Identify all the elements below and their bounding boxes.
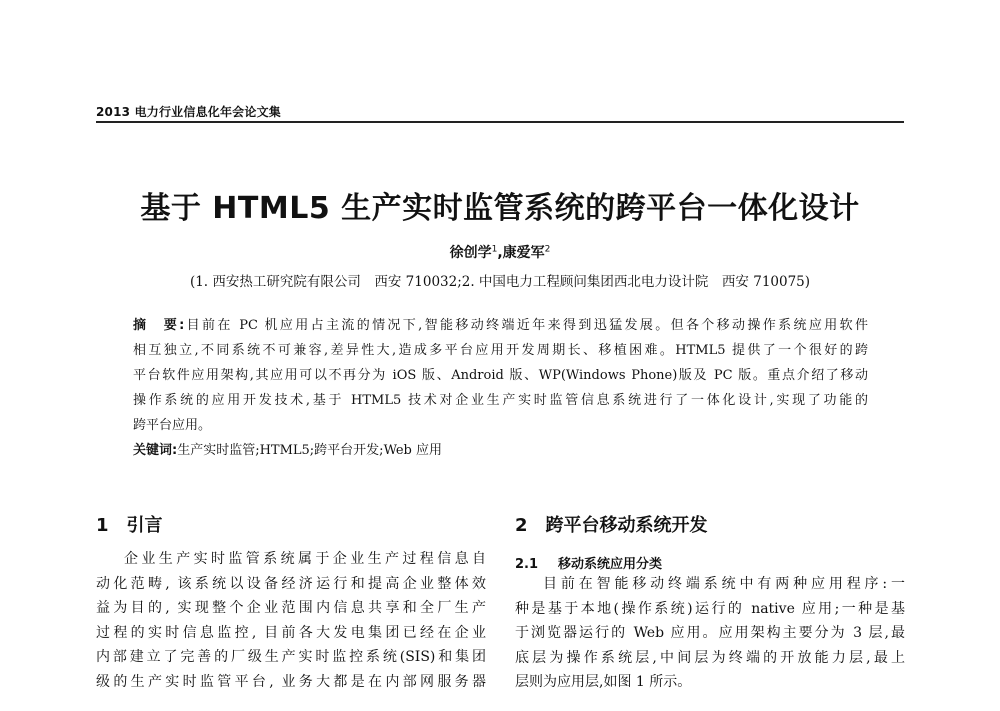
section-heading	[515, 511, 708, 537]
subsection-number: 2.1	[515, 557, 539, 572]
paragraph-line: 目前在智能移动终端系统中有两种应用程序:一	[543, 576, 905, 592]
author-line	[0, 242, 1000, 262]
subsection-title: 移动系统应用分类	[558, 557, 663, 572]
abstract-line: 平台软件应用架构,其应用可以不再分为 iOS 版、Android 版、WP(Windows Phone)版及 PC 版。重点介绍了移动	[133, 368, 868, 383]
paragraph-line: 过程的实时信息监控, 目前各大发电集团已经在企业	[96, 624, 486, 641]
left-column-text	[96, 547, 486, 694]
author-name: 徐创学	[449, 245, 492, 261]
abstract-label: 摘 要:	[133, 318, 185, 333]
keywords	[133, 439, 868, 458]
subsection-heading	[515, 553, 662, 572]
paragraph-line: 级的生产实时监管平台, 业务大都是在内部网服务器	[96, 673, 486, 690]
section-number: 1	[96, 515, 109, 536]
keywords-label: 关键词:	[133, 443, 178, 458]
section-number: 2	[515, 515, 528, 536]
author-separator: ,	[497, 245, 503, 261]
paragraph-line: 层则为应用层,如图 1 所示。	[515, 674, 692, 690]
proceedings-header: 2013 电力行业信息化年会论文集	[96, 105, 281, 119]
paragraph-line: 种是基于本地(操作系统)运行的 native 应用;一种是基	[515, 600, 905, 617]
section-heading	[96, 511, 163, 537]
abstract-line: 操作系统的应用开发技术,基于 HTML5 技术对企业生产实时监管信息系统进行了一体化设计,实现了功能的	[133, 393, 868, 408]
section-title: 引言	[126, 515, 163, 536]
paper-title: 基于 HTML5 生产实时监管系统的跨平台一体化设计	[140, 191, 860, 226]
abstract	[133, 313, 868, 438]
paragraph-line: 益为目的, 实现整个企业范围内信息共享和全厂生产	[96, 600, 486, 616]
author-affiliation-mark: 1	[491, 244, 498, 255]
abstract-text: 目前在 PC 机应用占主流的情况下,智能移动终端近年来得到迅猛发展。但各个移动操作系统应用软件	[184, 318, 868, 333]
paragraph-line: 内部建立了完善的厂级生产实时监控系统(SIS)和集团	[96, 649, 486, 665]
keywords-text: 生产实时监管;HTML5;跨平台开发;Web 应用	[177, 443, 443, 458]
author-affiliation-mark: 2	[544, 244, 551, 255]
abstract-line: 相互独立,不同系统不可兼容,差异性大,造成多平台应用开发周期长、移植困难。HTML5 提供了一个很好的跨	[133, 343, 868, 358]
author-name: 康爱军	[502, 245, 545, 261]
abstract-line	[133, 313, 868, 338]
paragraph-line: 动化范畴, 该系统以设备经济运行和提高企业整体效	[96, 575, 486, 592]
right-column-text	[515, 572, 905, 695]
paragraph-line: 企业生产实时监管系统属于企业生产过程信息自	[124, 551, 486, 567]
section-title: 跨平台移动系统开发	[545, 515, 708, 536]
paragraph-line: 于浏览器运行的 Web 应用。应用架构主要分为 3 层,最	[515, 625, 905, 641]
affiliation: (1. 西安热工研究院有限公司 西安 710032;2. 中国电力工程顾问集团西北电力设计院 西安 710075)	[189, 274, 811, 290]
header-rule	[96, 121, 904, 123]
paragraph-line: 底层为操作系统层,中间层为终端的开放能力层,最上	[515, 649, 905, 666]
abstract-line: 跨平台应用。	[133, 418, 212, 433]
